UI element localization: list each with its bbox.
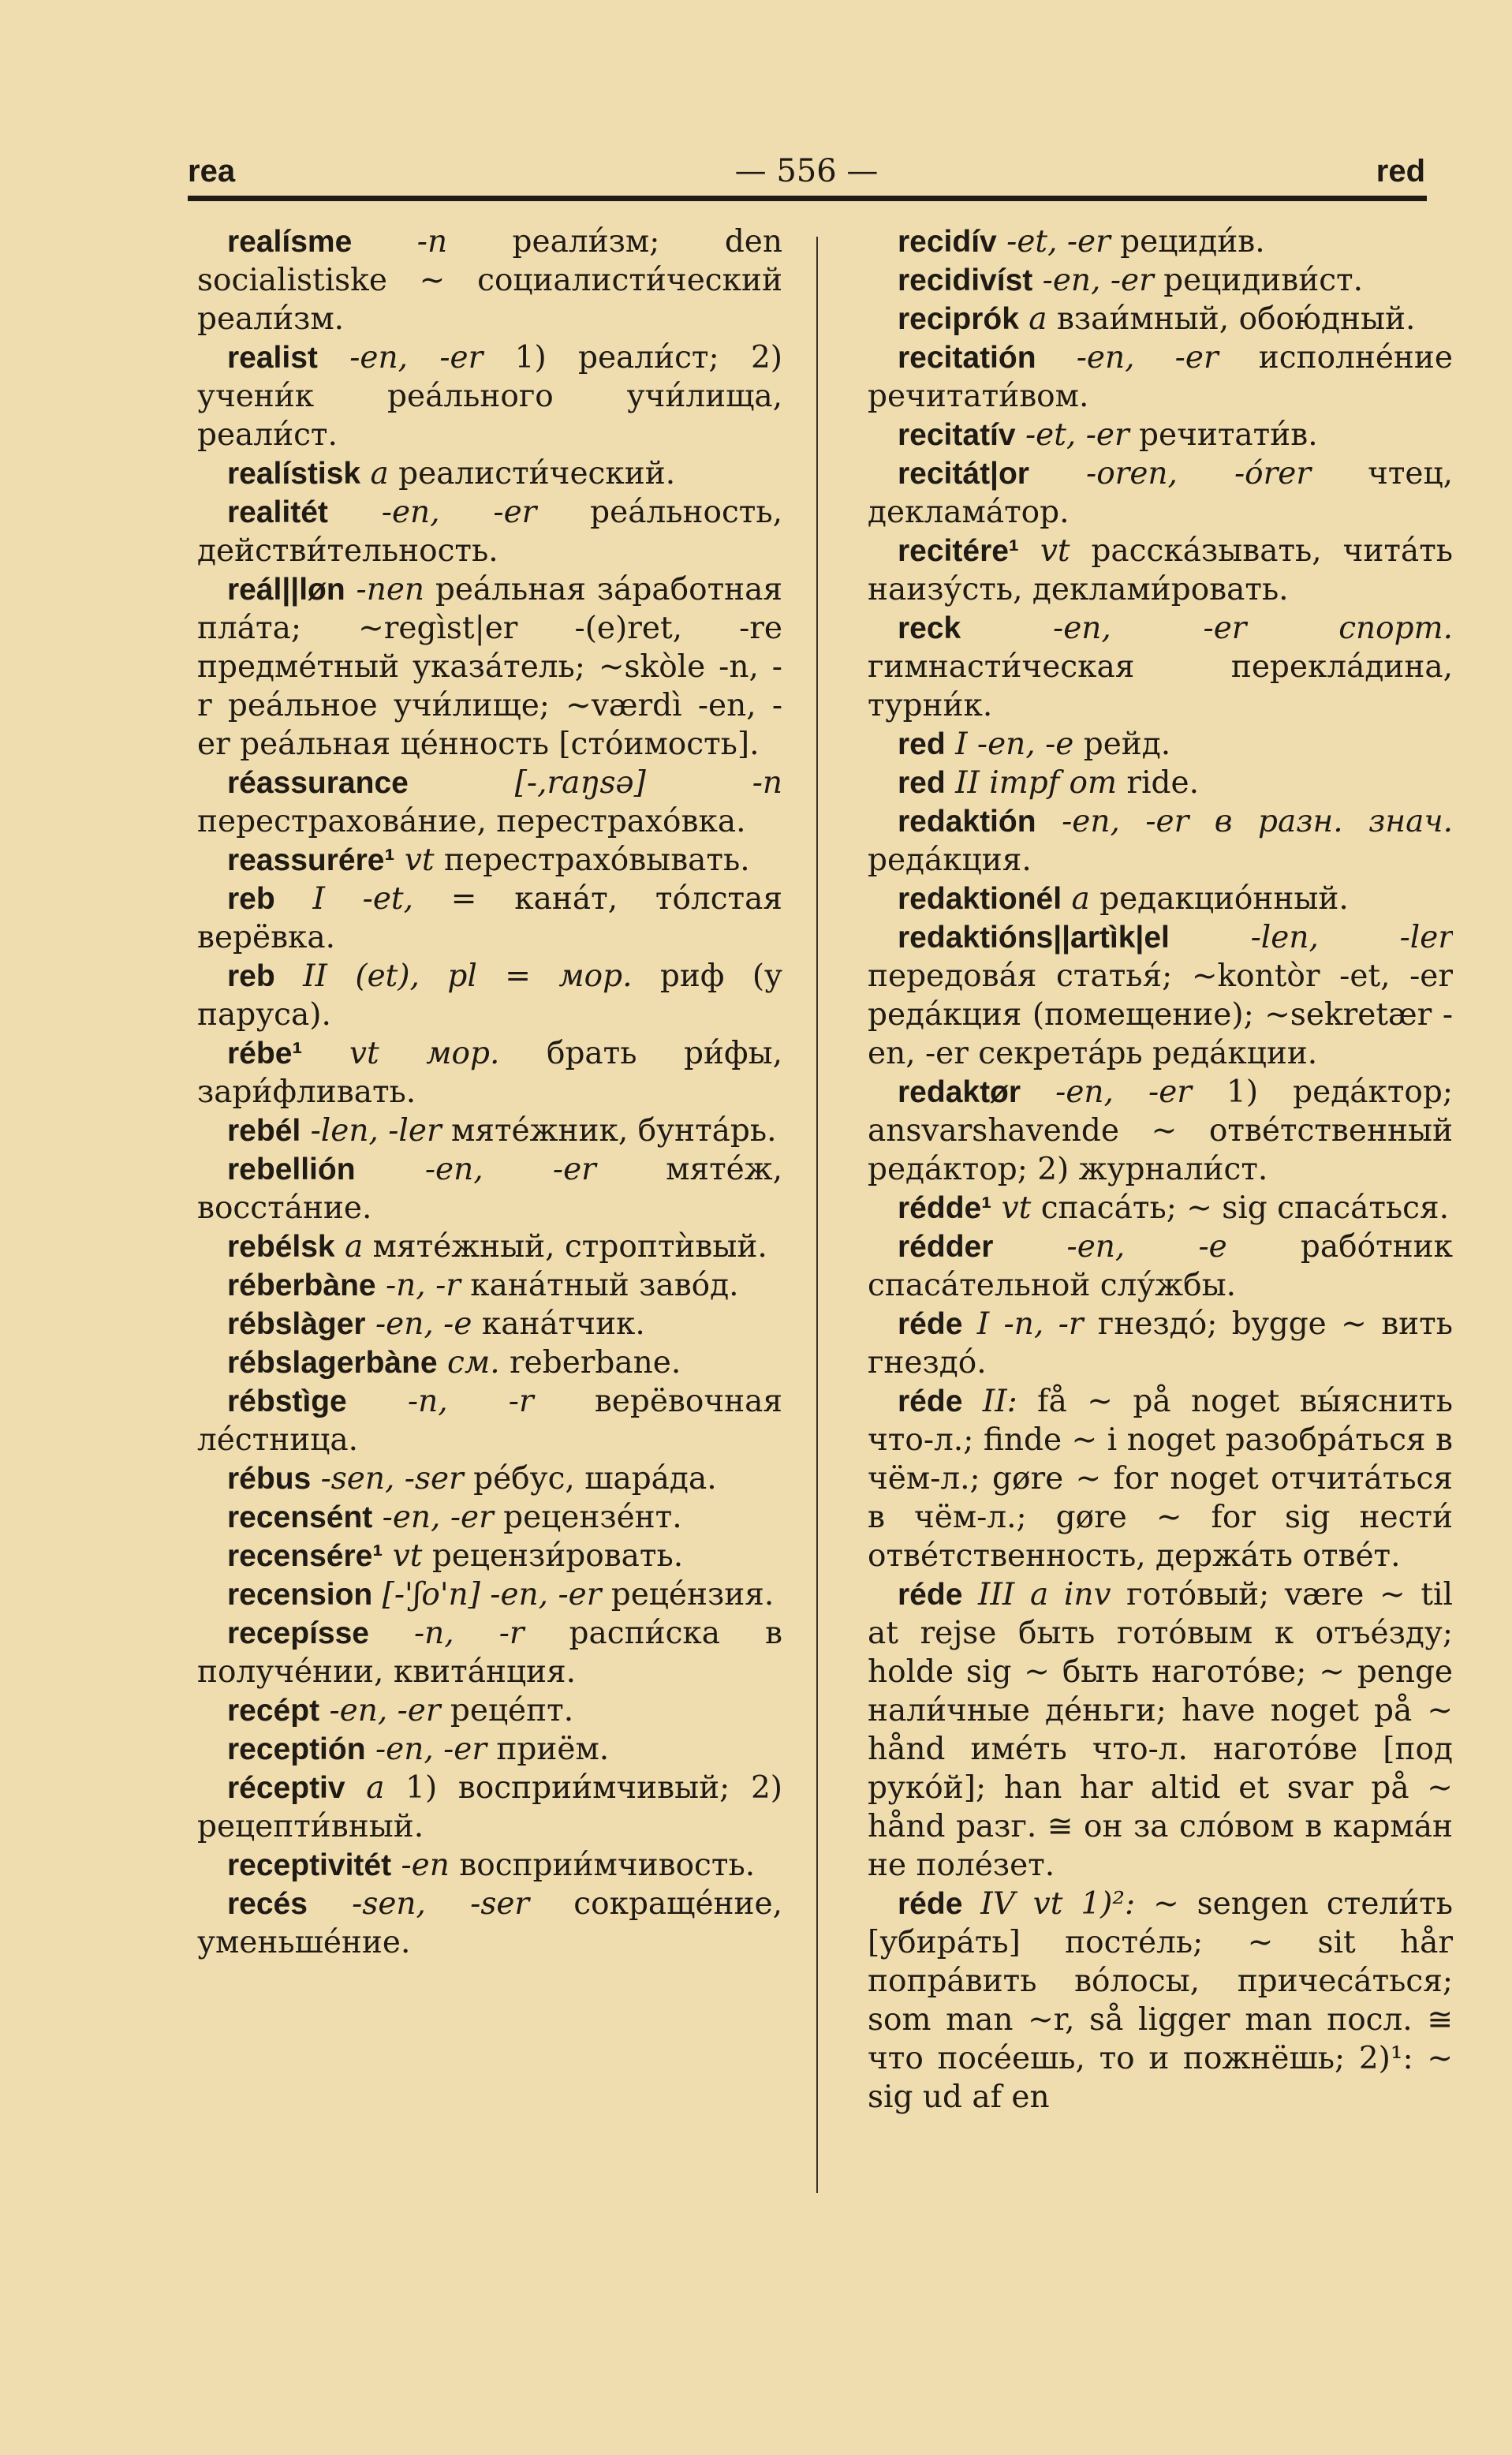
entry-grammar: -en, -er bbox=[355, 1152, 596, 1187]
entry-grammar: -en, -e bbox=[365, 1306, 472, 1342]
header-right-guideword: red bbox=[1376, 154, 1425, 189]
entry-headword: rédde¹ bbox=[898, 1191, 992, 1225]
dictionary-entry bbox=[197, 1691, 782, 1730]
dictionary-entry bbox=[197, 1112, 782, 1150]
entry-translation: ~ sengen стели́ть [убира́ть] посте́ль; ~ sit hår попра́вить во́лосы, причеса́ться; som man ~r, så ligger man посл. ≅ что посе́ешь, то и пожнёшь; 2)¹: ~ sig ud af en bbox=[868, 1886, 1453, 2115]
dictionary-entry bbox=[868, 454, 1453, 532]
entry-headword: redaktións||artìk|el bbox=[898, 921, 1170, 955]
entry-headword: réde bbox=[898, 1578, 963, 1612]
entry-headword: recitatív bbox=[898, 418, 1016, 452]
entry-grammar: III a inv bbox=[962, 1577, 1111, 1612]
entry-headword: réceptiv bbox=[227, 1771, 345, 1805]
entry-grammar: -n, -r bbox=[346, 1384, 534, 1419]
entry-headword: recepísse bbox=[227, 1616, 369, 1650]
entry-translation: рецензи́ровать. bbox=[422, 1538, 684, 1574]
entry-headword: reb bbox=[227, 882, 275, 916]
dictionary-entry bbox=[197, 493, 782, 570]
dictionary-entry bbox=[868, 802, 1453, 880]
entry-translation: ride. bbox=[1117, 765, 1199, 801]
entry-translation: реце́нзия. bbox=[601, 1577, 775, 1612]
entry-headword: rébslagerbàne bbox=[227, 1346, 438, 1380]
dictionary-entry bbox=[197, 222, 782, 338]
dictionary-entry bbox=[197, 880, 782, 957]
dictionary-entry bbox=[197, 1382, 782, 1459]
entry-headword: réde bbox=[898, 1384, 963, 1418]
entry-translation: кана́т, то́лстая верёвка. bbox=[197, 881, 782, 955]
entry-grammar: -en, -er bbox=[327, 495, 537, 530]
dictionary-entry bbox=[868, 338, 1453, 416]
dictionary-entry bbox=[197, 841, 782, 880]
entry-translation: брать ри́фы, зари́фливать. bbox=[197, 1036, 782, 1110]
entry-grammar: [-,raŋsə] -n bbox=[408, 765, 782, 801]
entry-translation: мяте́жник, бунта́рь. bbox=[441, 1113, 777, 1149]
entry-grammar: -nen bbox=[345, 572, 425, 607]
dictionary-entry bbox=[197, 1305, 782, 1343]
dictionary-entry bbox=[197, 1730, 782, 1769]
dictionary-entry bbox=[197, 1459, 782, 1498]
entry-grammar: -en, -er bbox=[317, 340, 483, 376]
entry-headword: rébus bbox=[227, 1462, 312, 1496]
entry-translation: риф (у паруса). bbox=[197, 958, 782, 1033]
header-rule bbox=[188, 196, 1427, 201]
entry-grammar: -en, -er bbox=[372, 1500, 494, 1535]
entry-headword: reassurére¹ bbox=[227, 843, 395, 877]
entry-headword: rebélsk bbox=[227, 1230, 335, 1264]
entry-translation: взаи́мный, обою́дный. bbox=[1047, 301, 1416, 337]
dictionary-entry bbox=[197, 764, 782, 841]
dictionary-entry bbox=[868, 300, 1453, 338]
entry-translation: reberbane. bbox=[499, 1345, 681, 1381]
right-column bbox=[868, 222, 1453, 2195]
dictionary-entry bbox=[197, 1885, 782, 1962]
entry-headword: rébe¹ bbox=[227, 1037, 303, 1071]
dictionary-entry bbox=[197, 1266, 782, 1305]
entry-headword: reciprók bbox=[898, 302, 1019, 336]
dictionary-entry bbox=[868, 1189, 1453, 1228]
entry-translation: речитати́в. bbox=[1129, 417, 1318, 453]
entry-grammar: -en, -e bbox=[993, 1229, 1227, 1265]
page-number: — 556 — bbox=[734, 153, 879, 189]
entry-headword: recension bbox=[227, 1578, 373, 1612]
entry-headword: recidív bbox=[898, 225, 997, 259]
entry-translation: реали́зм; den socialistiske ~ социалисти́ческий реали́зм. bbox=[197, 224, 782, 337]
dictionary-entry bbox=[197, 1575, 782, 1614]
dictionary-entry bbox=[868, 261, 1453, 300]
entry-grammar: -et, -er bbox=[1015, 417, 1129, 453]
entry-grammar: vt bbox=[991, 1190, 1032, 1226]
entry-translation: ре́бус, шара́да. bbox=[463, 1461, 717, 1497]
entry-headword: reb bbox=[227, 959, 275, 993]
entry-headword: redaktión bbox=[898, 805, 1036, 839]
entry-headword: realístisk bbox=[227, 457, 361, 491]
entry-grammar: [-'ʃo'n] -en, -er bbox=[372, 1577, 602, 1612]
column-divider bbox=[816, 237, 818, 2193]
dictionary-entry bbox=[197, 454, 782, 493]
dictionary-entry bbox=[197, 338, 782, 454]
entry-headword: recitére¹ bbox=[898, 534, 1019, 568]
entry-grammar: a bbox=[1062, 881, 1090, 917]
entry-headword: réberbàne bbox=[227, 1269, 376, 1302]
entry-translation: восприи́мчивость. bbox=[449, 1848, 756, 1883]
entry-headword: recitát|or bbox=[898, 457, 1029, 491]
entry-grammar: -en, -er bbox=[1036, 340, 1219, 376]
entry-headword: recidivíst bbox=[898, 263, 1033, 297]
dictionary-entry bbox=[197, 1614, 782, 1691]
entry-grammar: -en, -er bbox=[365, 1732, 487, 1767]
entry-translation: кана́тчик. bbox=[472, 1306, 645, 1342]
dictionary-entry bbox=[868, 222, 1453, 261]
entry-grammar: II impf om bbox=[945, 765, 1118, 801]
entry-headword: reál||løn bbox=[227, 573, 345, 607]
entry-translation: рабо́тник спаса́тельной слу́жбы. bbox=[868, 1229, 1453, 1303]
entry-grammar: -n, -r bbox=[375, 1268, 461, 1303]
entry-headword: réassurance bbox=[227, 766, 409, 800]
entry-grammar: -oren, -órer bbox=[1029, 456, 1312, 491]
entry-headword: realitét bbox=[227, 495, 328, 529]
dictionary-entry bbox=[197, 1498, 782, 1537]
entry-headword: rébstìge bbox=[227, 1384, 347, 1418]
left-column bbox=[197, 222, 782, 2195]
dictionary-entry bbox=[197, 570, 782, 764]
entry-translation: реа́льная за́работная пла́та; ~regìst|er -(e)ret, -re предме́тный указа́тель; ~skòle -n, -r реа́льное учи́лище; ~værdì -en, -er реа́льная це́нность [сто́имость]. bbox=[197, 572, 782, 762]
entry-headword: receptión bbox=[227, 1732, 366, 1766]
entry-translation: гото́вый; være ~ til at rejse быть гото́вым к отъе́зду; holde sig ~ быть нагото́ве; ~ penge нали́чные де́ньги; have noget på ~ hånd име́ть что-л. нагото́ве [под руко́й]; han har altid et svar på ~ hånd разг. ≅ он за сло́вом в карма́н не поле́зет. bbox=[868, 1577, 1453, 1883]
entry-headword: rébslàger bbox=[227, 1307, 366, 1341]
dictionary-entry bbox=[197, 1537, 782, 1575]
entry-grammar: a bbox=[360, 456, 389, 491]
entry-headword: recensént bbox=[227, 1500, 373, 1534]
entry-translation: реце́пт. bbox=[440, 1693, 574, 1728]
dictionary-entry bbox=[197, 1150, 782, 1228]
dictionary-entry bbox=[197, 1034, 782, 1112]
dictionary-entry bbox=[197, 1343, 782, 1382]
entry-grammar: vt bbox=[394, 843, 435, 878]
entry-translation: гнездо́; bygge ~ вить гнездо́. bbox=[868, 1306, 1453, 1381]
dictionary-entry bbox=[868, 1228, 1453, 1305]
entry-headword: recensére¹ bbox=[227, 1539, 383, 1573]
entry-translation: реа́льность, действи́тельность. bbox=[197, 495, 782, 569]
entry-grammar: -en, -er в разн. знач. bbox=[1036, 804, 1453, 839]
entry-grammar: -len, -ler bbox=[1169, 920, 1453, 955]
entry-grammar: -en, -er bbox=[1032, 263, 1154, 298]
entry-translation: реалисти́ческий. bbox=[388, 456, 676, 491]
dictionary-entry bbox=[868, 1885, 1453, 2117]
entry-headword: red bbox=[898, 766, 946, 800]
entry-grammar: -sen, -ser bbox=[311, 1461, 464, 1497]
entry-translation: рециди́в. bbox=[1110, 224, 1265, 260]
entry-headword: réde bbox=[898, 1887, 963, 1921]
dictionary-entry bbox=[868, 1305, 1453, 1382]
entry-headword: rédder bbox=[898, 1230, 994, 1264]
dictionary-entry bbox=[868, 1073, 1453, 1189]
page-header bbox=[188, 150, 1425, 194]
entry-grammar: vt bbox=[383, 1538, 423, 1574]
entry-grammar: II (et), pl = мор. bbox=[274, 958, 633, 994]
dictionary-entry bbox=[868, 764, 1453, 802]
entry-translation: кана́тный заво́д. bbox=[460, 1268, 739, 1303]
entry-translation: гимнасти́ческая перекла́дина, турни́к. bbox=[868, 649, 1453, 723]
entry-grammar: -en bbox=[391, 1848, 450, 1883]
entry-grammar: a bbox=[345, 1770, 385, 1806]
entry-translation: 1) реда́ктор; ansvarshavende ~ отве́тственный реда́ктор; 2) журнали́ст. bbox=[868, 1074, 1453, 1187]
entry-grammar: см. bbox=[437, 1345, 500, 1381]
entry-translation: расска́зывать, чита́ть наизу́сть, деклами́ровать. bbox=[868, 533, 1453, 607]
entry-translation: спаса́ть; ~ sig спаса́ться. bbox=[1031, 1190, 1449, 1226]
entry-translation: приём. bbox=[487, 1732, 610, 1767]
entry-grammar: -sen, -ser bbox=[307, 1886, 530, 1922]
entry-headword: redaktør bbox=[898, 1075, 1021, 1109]
dictionary-entry bbox=[868, 1382, 1453, 1575]
entry-translation: рейд. bbox=[1073, 727, 1171, 762]
entry-headword: realísme bbox=[227, 225, 353, 259]
entry-grammar: a bbox=[1018, 301, 1047, 337]
dictionary-entry bbox=[868, 725, 1453, 764]
entry-grammar: IV vt 1)²: bbox=[962, 1886, 1136, 1922]
dictionary-entry bbox=[197, 957, 782, 1034]
dictionary-entry bbox=[868, 532, 1453, 609]
entry-translation: редакцио́нный. bbox=[1089, 881, 1349, 917]
entry-grammar: -len, -ler bbox=[301, 1113, 442, 1149]
entry-translation: мяте́жный, строптѝвый. bbox=[363, 1229, 767, 1265]
entry-headword: redaktionél bbox=[898, 882, 1062, 916]
dictionary-entry bbox=[197, 1846, 782, 1885]
entry-translation: реда́кция. bbox=[868, 843, 1032, 878]
dictionary-entry bbox=[868, 609, 1453, 725]
entry-translation: чтец, деклама́тор. bbox=[868, 456, 1453, 530]
entry-headword: recitatión bbox=[898, 341, 1036, 375]
entry-grammar: -n bbox=[352, 224, 448, 260]
entry-translation: рецидиви́ст. bbox=[1153, 263, 1364, 298]
dictionary-entry bbox=[868, 416, 1453, 454]
entry-headword: realist bbox=[227, 341, 318, 375]
header-left-guideword: rea bbox=[188, 154, 236, 189]
entry-headword: rebél bbox=[227, 1114, 301, 1148]
entry-translation: 1) восприи́мчивый; 2) рецепти́вный. bbox=[197, 1770, 782, 1844]
entry-grammar: I -n, -r bbox=[962, 1306, 1084, 1342]
entry-translation: перестрахо́вывать. bbox=[434, 843, 750, 878]
entry-grammar: I -en, -e bbox=[945, 727, 1074, 762]
entry-grammar: I -et, = bbox=[274, 881, 477, 917]
entry-grammar: -en, -er bbox=[1021, 1074, 1192, 1110]
entry-headword: receptivitét bbox=[227, 1848, 392, 1882]
entry-grammar: a bbox=[334, 1229, 364, 1265]
dictionary-entry bbox=[868, 880, 1453, 918]
entry-translation: исполне́ние речитати́вом. bbox=[868, 340, 1453, 414]
entry-grammar: -n, -r bbox=[368, 1616, 525, 1651]
entry-headword: réde bbox=[898, 1307, 963, 1341]
entry-grammar: II: bbox=[962, 1384, 1017, 1419]
entry-headword: reck bbox=[898, 611, 961, 645]
entry-translation: передова́я статья́; ~kontòr -et, -er реда́кция (помещение); ~sekretær -en, -er секрета́рь реда́кции. bbox=[868, 958, 1453, 1071]
entry-grammar: -en, -er bbox=[319, 1693, 441, 1728]
entry-translation: сокраще́ние, уменьше́ние. bbox=[197, 1886, 782, 1960]
entry-translation: мяте́ж, восста́ние. bbox=[197, 1152, 782, 1226]
entry-headword: recés bbox=[227, 1887, 308, 1921]
entry-translation: 1) реали́ст; 2) учени́к реа́льного учи́лища, реали́ст. bbox=[197, 340, 782, 453]
dictionary-entry bbox=[197, 1228, 782, 1266]
entry-headword: red bbox=[898, 727, 946, 761]
entry-headword: recépt bbox=[227, 1694, 320, 1728]
entry-translation: få ~ på noget вы́яснить что-л.; finde ~ i noget разобра́ться в чём-л.; gøre ~ for noget отчита́ться в чём-л.; gøre ~ for sig нести́ отве́тственность, держа́ть отве́т. bbox=[868, 1384, 1453, 1574]
entry-grammar: vt мор. bbox=[302, 1036, 500, 1071]
entry-headword: rebellión bbox=[227, 1153, 356, 1186]
dictionary-entry bbox=[868, 918, 1453, 1073]
entry-translation: рецензе́нт. bbox=[493, 1500, 682, 1535]
entry-grammar: vt bbox=[1018, 533, 1070, 569]
entry-translation: перестрахова́ние, перестрахо́вка. bbox=[197, 804, 746, 839]
entry-translation: верёвочная ле́стница. bbox=[197, 1384, 782, 1458]
entry-grammar: -et, -er bbox=[996, 224, 1111, 260]
entry-translation: распи́ска в получе́нии, квита́нция. bbox=[197, 1616, 782, 1690]
entry-grammar: -en, -er спорт. bbox=[961, 611, 1453, 646]
dictionary-entry bbox=[868, 1575, 1453, 1885]
dictionary-entry bbox=[197, 1769, 782, 1846]
